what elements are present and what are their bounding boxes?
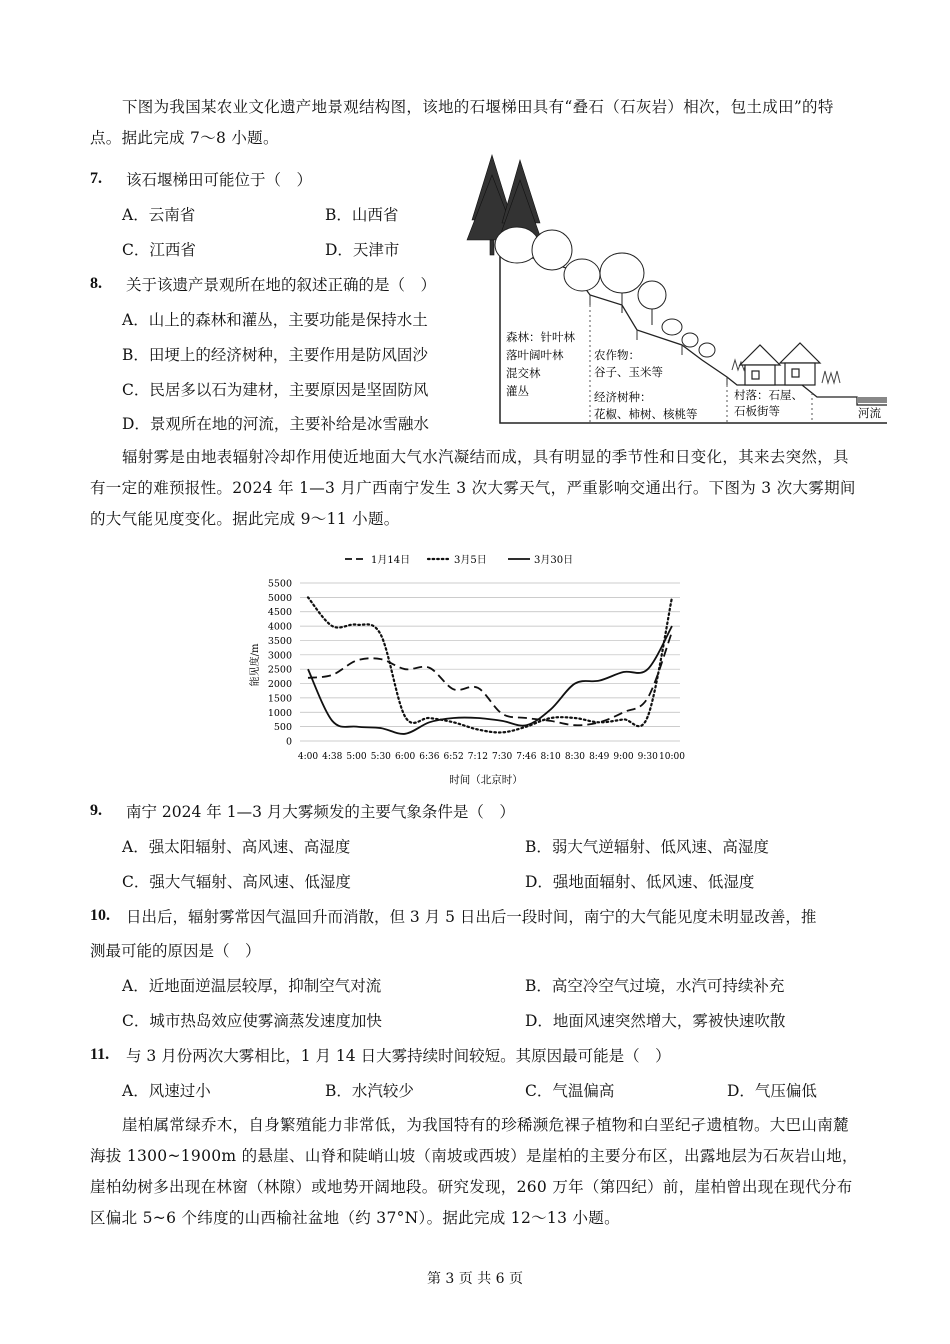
question-9-option-c[interactable]: C．强大气辐射、高风速、低湿度 [122,873,351,891]
landscape-structure-diagram [462,145,894,427]
question-11-stem: 与 3 月份两次大雾相比，1 月 14 日大雾持续时间较短。其原因最可能是（ ） [126,1047,671,1065]
x-tick-label: 8:30 [564,752,586,762]
x-tick-label: 6:00 [394,752,416,762]
x-tick-label: 7:12 [467,752,488,762]
river-label: 河流 [858,406,881,420]
intro-paragraph-12-13 [90,1110,862,1234]
forest-label-1: 森林：针叶林 [506,330,575,344]
legend-label: 3月5日 [454,555,487,566]
y-tick-label: 1500 [267,693,292,705]
y-tick-label: 5000 [267,592,292,604]
x-tick-label: 10:00 [659,752,685,762]
chart-legend [345,554,573,566]
legend-label: 1月14日 [371,555,411,566]
y-axis-label: 能见度/m [250,643,261,687]
intro-text: 辐射雾是由地表辐射冷却作用使近地面大气水汽凝结而成，具有明显的季节性和日变化，其来去突然，具有一定的难预报性。2024 年 1—3 月广西南宁发生 3 次大雾天气，严重影响交通出行。下图为 3 次大雾期间的大气能见度变化。据此完成 9～11 小题。 [90,448,856,528]
y-tick-label: 4500 [267,607,292,619]
shrub-icon [662,319,715,357]
question-7-option-c[interactable]: C．江西省 [122,241,196,259]
forest-label-4: 灌丛 [506,384,529,398]
question-11-option-c[interactable]: C．气温偏高 [525,1082,615,1100]
page-footer: 第 3 页 共 6 页 [426,1271,524,1287]
question-8-option-b[interactable]: B．田埂上的经济树种，主要作用是防风固沙 [122,346,428,364]
intro-text: 崖柏属常绿乔木，自身繁殖能力非常低，为我国特有的珍稀濒危裸子植物和白垩纪孑遗植物。大巴山南麓海拔 1300~1900m 的悬崖、山脊和陡峭山坡（南坡或西坡）是崖柏的主要分布区，出露地层为石灰岩山地，崖柏幼树多出现在林窗（林隙）或地势开阔地段。研究发现，260 万年（第四纪）前，崖柏曾出现在现代分布区偏北 5~6 个纬度的山西榆社盆地（约 37°N）。据此完成 12～13 小题。 [90,1116,858,1227]
question-9-option-a[interactable]: A．强太阳辐射、高风速、高湿度 [122,838,351,856]
x-tick-label: 4:00 [297,752,319,762]
question-10-stem-line-2: 测最可能的原因是（ ） [90,942,261,960]
forest-label-3: 混交林 [506,366,541,380]
question-10-option-c[interactable]: C．城市热岛效应使雾滴蒸发速度加快 [122,1012,382,1030]
crops-label-1: 农作物： [594,348,640,362]
y-tick-label: 0 [285,736,292,748]
y-tick-label: 3000 [267,650,292,662]
question-10-option-a[interactable]: A．近地面逆温层较厚，抑制空气对流 [122,977,382,995]
question-8-option-a[interactable]: A．山上的森林和灌丛，主要功能是保持水土 [122,311,428,329]
x-axis-label: 时间（北京时） [449,774,523,786]
intro-paragraph-9-11 [90,442,862,535]
x-tick-label: 6:36 [419,752,440,762]
series-line-1 [308,632,672,725]
x-tick-label: 4:38 [322,752,343,762]
x-tick-label: 8:49 [589,752,610,762]
intro-text: 下图为我国某农业文化遗产地景观结构图，该地的石堰梯田具有“叠石（石灰岩）相次，包土成田”的特点。据此完成 7～8 小题。 [90,98,834,147]
question-7-option-a[interactable]: A．云南省 [122,206,196,224]
question-9-number: 9. [90,802,102,819]
question-11-option-a[interactable]: A．风速过小 [122,1082,211,1100]
question-7-option-b[interactable]: B．山西省 [325,206,399,224]
question-7-number: 7. [90,170,102,187]
crops-label-2: 谷子、玉米等 [594,365,663,379]
village-label-1: 村落：石屋、 [734,388,803,402]
question-10-stem-line-1: 日出后，辐射雾常因气温回升而消散，但 3 月 5 日出后一段时间，南宁的大气能见度未明显改善，推 [126,908,817,926]
x-tick-label: 7:46 [516,752,537,762]
question-7-option-d[interactable]: D．天津市 [325,241,400,259]
question-10-option-d[interactable]: D．地面风速突然增大，雾被快速吹散 [525,1012,786,1030]
question-9-stem: 南宁 2024 年 1—3 月大雾频发的主要气象条件是（ ） [126,803,515,821]
series-line-3 [308,626,672,734]
x-tick-label: 5:30 [370,752,391,762]
question-11-option-b[interactable]: B．水汽较少 [325,1082,414,1100]
y-tick-label: 4000 [267,621,292,633]
question-10-option-b[interactable]: B．高空冷空气过境，水汽可持续补充 [525,977,785,995]
x-tick-label: 9:30 [637,752,658,762]
y-tick-label: 2000 [267,679,292,691]
question-8-option-d[interactable]: D．景观所在地的河流，主要补给是冰雪融水 [122,415,429,433]
x-tick-label: 9:00 [613,752,634,762]
question-11-option-d[interactable]: D．气压偏低 [727,1082,817,1100]
y-tick-label: 2500 [267,664,292,676]
legend-label: 3月30日 [534,555,574,566]
forest-label-2: 落叶阔叶林 [506,348,564,362]
x-tick-label: 5:00 [346,752,367,762]
y-tick-label: 1000 [267,707,292,719]
y-tick-label: 5500 [267,578,292,590]
question-8-option-c[interactable]: C．民居多以石为建材，主要原因是坚固防风 [122,381,429,399]
visibility-line-chart [240,545,690,790]
question-8-stem: 关于该遗产景观所在地的叙述正确的是（ ） [126,276,437,294]
question-10-number: 10. [90,907,110,924]
question-7-stem: 该石堰梯田可能位于（ ） [126,171,313,189]
house-icon [740,343,820,385]
x-tick-label: 8:10 [540,752,561,762]
question-9-option-b[interactable]: B．弱大气逆辐射、低风速、高湿度 [525,838,769,856]
x-tick-label: 7:30 [492,752,513,762]
y-tick-label: 500 [273,722,292,734]
question-9-option-d[interactable]: D．强地面辐射、低风速、低湿度 [525,873,755,891]
trees-label-2: 花椒、柿树、核桃等 [594,407,698,421]
broadleaf-tree-icon [495,227,666,325]
trees-label-1: 经济树种： [594,390,652,404]
village-label-2: 石板街等 [734,404,780,418]
x-tick-label: 6:52 [443,752,464,762]
y-tick-label: 3500 [267,635,292,647]
question-8-number: 8. [90,275,102,292]
river-icon [857,397,887,403]
question-11-number: 11. [90,1046,110,1063]
